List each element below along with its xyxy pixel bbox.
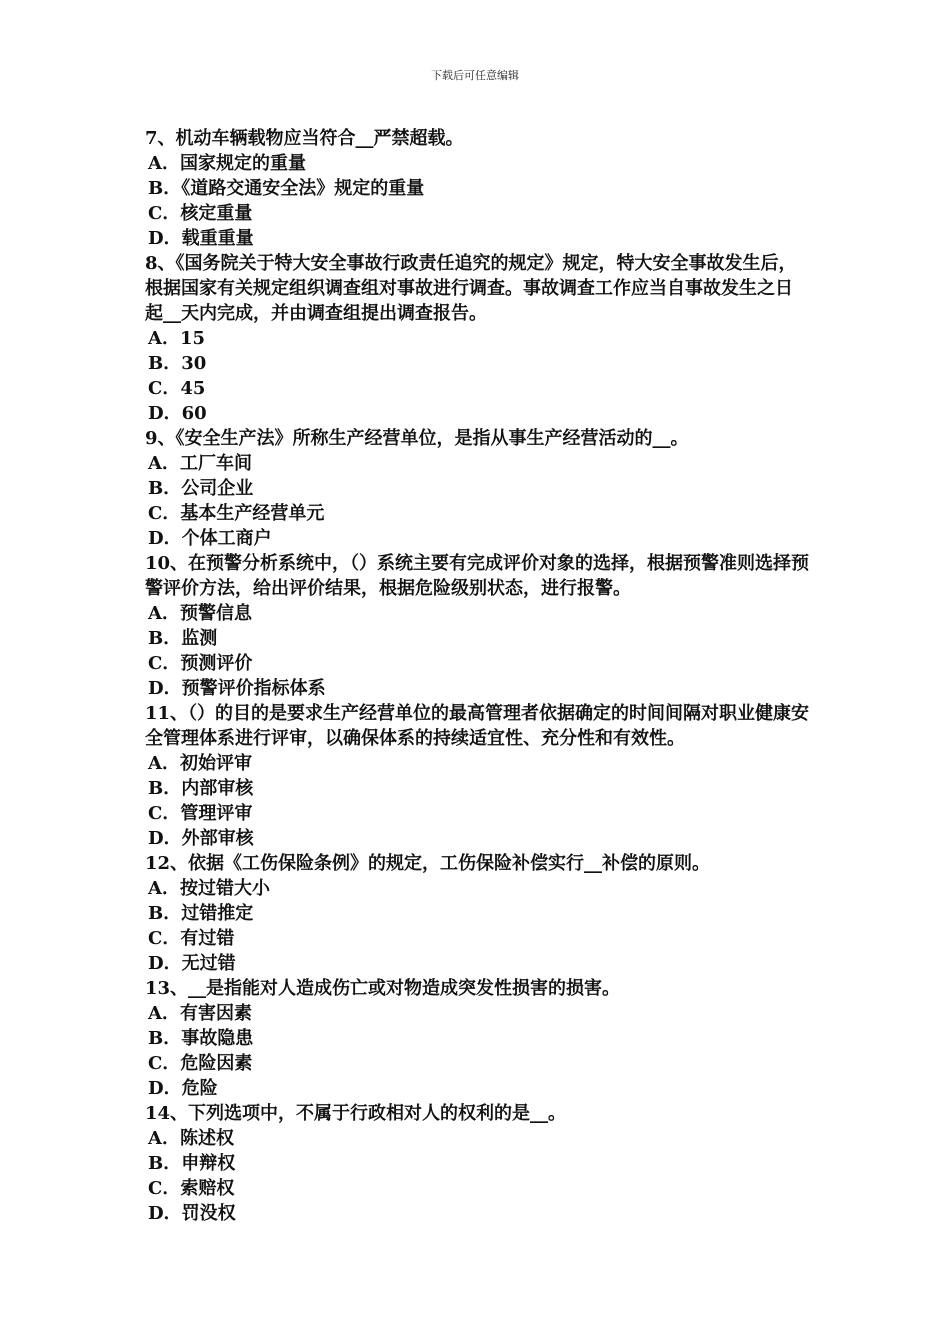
option-b: B．事故隐患 [148,1028,254,1049]
option-d: D．外部审核 [148,828,254,849]
page-header: 下载后可任意编辑 [431,69,519,82]
option-a: A．初始评审 [148,753,252,774]
option-c: C．基本生产经营单元 [148,503,325,524]
option-d: D．60 [148,403,207,424]
question-12 [145,851,810,976]
question-13 [145,976,810,1101]
question-10 [145,551,810,701]
option-b: B．过错推定 [148,903,254,924]
option-b: B．公司企业 [148,478,254,499]
option-c: C．索赔权 [148,1178,235,1199]
option-d: D．无过错 [148,953,236,974]
option-d: D．危险 [148,1078,218,1099]
question-stem: 11、（）的目的是要求生产经营单位的最高管理者依据确定的时间间隔对职业健康安全管理体系进行评审，以确保体系的持续适宜性、充分性和有效性。 [145,703,810,749]
option-a: A．有害因素 [148,1003,252,1024]
option-c: C．预测评价 [148,653,253,674]
option-a: A．15 [148,328,206,349]
option-c: C．危险因素 [148,1053,253,1074]
option-c: C．管理评审 [148,803,253,824]
option-b: B．内部审核 [148,778,254,799]
option-c: C．有过错 [148,928,235,949]
option-b: B．监测 [148,628,218,649]
option-a: A．按过错大小 [148,878,270,899]
option-d: D．罚没权 [148,1203,236,1224]
option-a: A．工厂车间 [148,453,252,474]
question-7 [145,126,810,251]
question-stem: 9、《安全生产法》所称生产经营单位，是指从事生产经营活动的__。 [145,428,689,449]
question-stem: 10、在预警分析系统中，（）系统主要有完成评价对象的选择，根据预警准则选择预警评价方法，给出评价结果，根据危险级别状态，进行报警。 [145,553,810,599]
option-d: D．个体工商户 [148,528,272,549]
option-b: B．申辩权 [148,1153,236,1174]
option-d: D．载重重量 [148,228,254,249]
option-a: A．陈述权 [148,1128,234,1149]
option-c: C．核定重量 [148,203,253,224]
option-d: D．预警评价指标体系 [148,678,326,699]
option-c: C．45 [148,378,206,399]
option-b: B．《道路交通安全法》规定的重量 [148,178,425,199]
question-list [145,126,810,1226]
question-stem: 12、依据《工伤保险条例》的规定，工伤保险补偿实行__补偿的原则。 [145,853,711,874]
option-a: A．国家规定的重量 [148,153,306,174]
option-b: B．30 [148,353,207,374]
question-11 [145,701,810,851]
question-stem: 13、__是指能对人造成伤亡或对物造成突发性损害的损害。 [145,978,621,999]
question-stem: 14、下列选项中，不属于行政相对人的权利的是__。 [145,1103,567,1124]
option-a: A．预警信息 [148,603,252,624]
question-9 [145,426,810,551]
question-14 [145,1101,810,1226]
question-stem: 8、《国务院关于特大安全事故行政责任追究的规定》规定，特大安全事故发生后，根据国家有关规定组织调查组对事故进行调查。事故调查工作应当自事故发生之日起__天内完成，并由调查组提出调查报告。 [145,253,797,324]
question-stem: 7、机动车辆载物应当符合__严禁超载。 [145,128,464,149]
question-8 [145,251,810,426]
